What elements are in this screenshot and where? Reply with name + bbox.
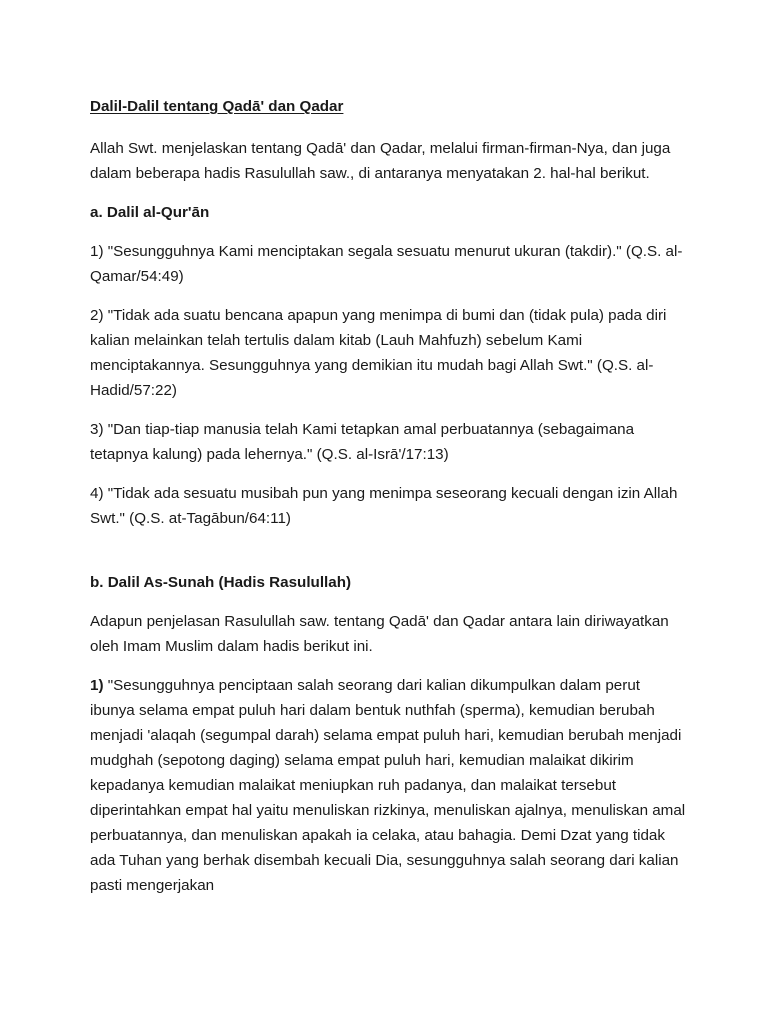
quran-item-3 xyxy=(90,417,688,467)
intro-paragraph: Allah Swt. menjelaskan tentang Qadā' dan Qadar, melalui firman-firman-Nya, dan juga dalam beberapa hadis Rasulullah saw., di antaranya menyatakan 2. hal-hal berikut. xyxy=(90,140,671,182)
section-b-heading: b. Dalil As-Sunah (Hadis Rasulullah) xyxy=(90,574,352,591)
document-title: Dalil-Dalil tentang Qadā' dan Qadar xyxy=(90,98,344,115)
item-number: 3) xyxy=(90,421,104,438)
item-number: 1) xyxy=(90,243,104,260)
section-b-intro: Adapun penjelasan Rasulullah saw. tentang Qadā' dan Qadar antara lain diriwayatkan oleh Imam Muslim dalam hadis berikut ini. xyxy=(90,613,669,655)
item-number: 2) xyxy=(90,307,104,324)
quran-item-2 xyxy=(90,303,688,403)
item-text: "Dan tiap-tiap manusia telah Kami tetapkan amal perbuatannya (sebagaimana tetapnya kalung) pada lehernya." (Q.S. al-Isrā'/17:13) xyxy=(90,421,635,463)
quran-item-4 xyxy=(90,481,688,531)
item-number: 4) xyxy=(90,485,104,502)
item-text: "Tidak ada sesuatu musibah pun yang menimpa seseorang kecuali dengan izin Allah Swt." (Q.S. at-Tagābun/64:11) xyxy=(90,485,678,527)
section-a-heading: a. Dalil al-Qur'ān xyxy=(90,204,210,221)
item-text: "Tidak ada suatu bencana apapun yang menimpa di bumi dan (tidak pula) pada diri kalian melainkan telah tertulis dalam kitab (Lauh Mahfuzh) sebelum Kami menciptakannya. Sesungguhnya yang demikian itu mudah bagi Allah Swt." (Q.S. al-Hadid/57:22) xyxy=(90,307,667,399)
section-gap xyxy=(90,545,688,570)
hadith-item-1 xyxy=(90,673,688,898)
item-number: 1) xyxy=(90,677,104,694)
quran-item-1 xyxy=(90,239,688,289)
item-text: "Sesungguhnya Kami menciptakan segala sesuatu menurut ukuran (takdir)." (Q.S. al-Qamar/54:49) xyxy=(90,243,683,285)
item-text: "Sesungguhnya penciptaan salah seorang dari kalian dikumpulkan dalam perut ibunya selama empat puluh hari dalam bentuk nuthfah (sperma), kemudian berubah menjadi 'alaqah (segumpal darah) selama empat puluh hari, kemudian berubah menjadi mudghah (sepotong daging) selama empat puluh hari, kemudian malaikat dikirim kepadanya kemudian malaikat meniupkan ruh padanya, dan malaikat tersebut diperintahkan empat hal yaitu menuliskan rizkinya, menuliskan ajalnya, menuliskan amal perbuatannya, dan menuliskan apakah ia celaka, atau bahagia. Demi Dzat yang tidak ada Tuhan yang berhak disembah kecuali Dia, sesungguhnya salah seorang dari kalian pasti mengerjakan xyxy=(90,677,686,894)
